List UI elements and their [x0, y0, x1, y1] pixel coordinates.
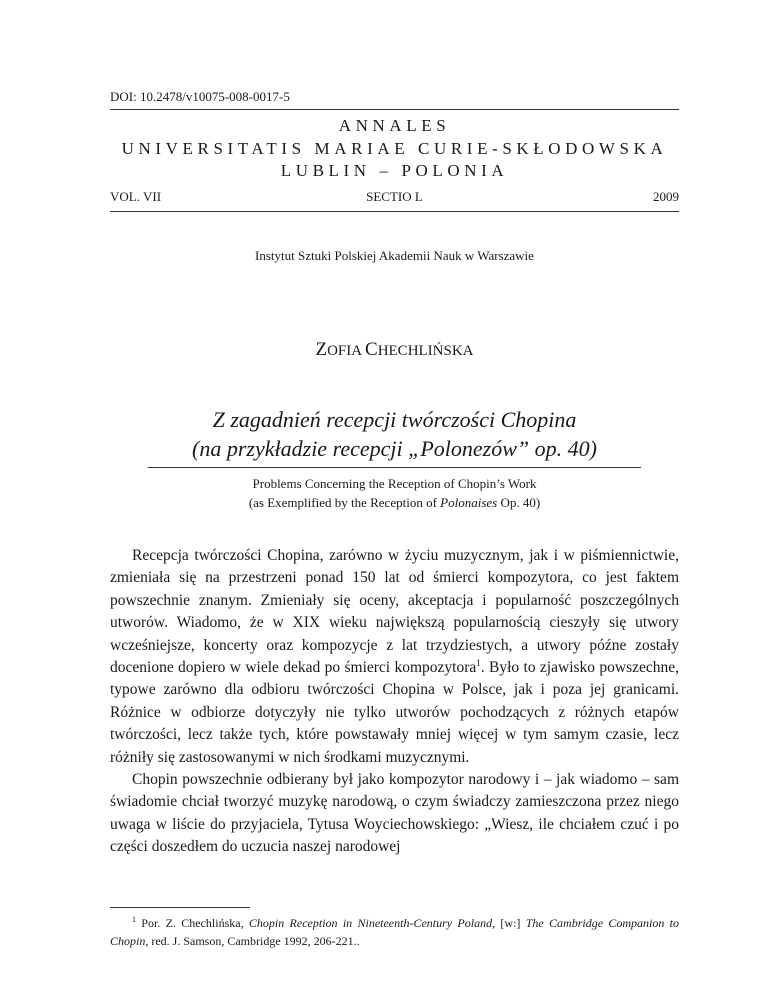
english-title-line-2: (as Exemplified by the Reception of Polonaises Op. 40) [248, 495, 541, 510]
header-top-rule [110, 109, 679, 110]
article-body [110, 545, 679, 859]
sectio-label: SECTIO L [366, 189, 423, 204]
english-title [110, 474, 679, 512]
volume-number: VOL. VII [110, 189, 162, 204]
article-title-line-2: (na przykładzie recepcji „Polonezów” op. 40) [192, 436, 597, 461]
english-title-line-1: Problems Concerning the Reception of Chopin’s Work [252, 476, 537, 491]
title-rule [148, 467, 641, 468]
masthead-city: LUBLIN – POLONIA [280, 161, 509, 180]
header-bottom-rule [110, 211, 679, 212]
footnote-ref-1[interactable]: 1 [476, 657, 481, 668]
article-title-line-1: Z zagadnień recepcji twórczości Chopina [212, 407, 577, 432]
body-paragraph-1: Recepcja twórczości Chopina, zarówno w życiu muzycznym, jak i w piśmiennictwie, zmieniała się na przestrzeni ponad 150 lat od śmierci kompozytora, co jest faktem powszechnie znanym. Zmieniały się oceny, akceptacja i popularność poszczególnych utworów. Wiadomo, że w XIX wieku największą popularnością cieszyły się utwory wcześniejsze, koncerty oraz kompozycje z lat trzydziestych, a utwory późne zostały docenione dopiero w wiele dekad po śmierci kompozytora$^1$. Było to zjawisko powszechne, typowe zarówno dla odbioru twórczości Chopina w Polsce, jak i poza jej granicami. Różnice w odbiorze dotyczyły nie tylko utworów pochodzących z różnych etapów twórczości, lecz także tych, które powstawały mniej więcej w tym samym czasie, lecz różniły się zastosowanymi w nich środkami muzycznymi. [110, 547, 680, 766]
author-name: ZOFIA CHECHLIŃSKA [315, 339, 474, 360]
article-title [110, 405, 679, 463]
masthead-university: UNIVERSITATIS MARIAE CURIE-SKŁODOWSKA [121, 139, 668, 158]
masthead-annales: ANNALES [338, 116, 451, 135]
footnote-1: $^1$ Por. Z. Chechlińska, Chopin Reception in Nineteenth-Century Poland, [w:] The Cambridge Companion to Chopin, red. J. Samson, Cambridge 1992, 206-221.. [110, 915, 680, 948]
author-affiliation: Instytut Sztuki Polskiej Akademii Nauk w Warszawie [255, 248, 534, 263]
publication-year: 2009 [653, 189, 679, 204]
doi: DOI: 10.2478/v10075-008-0017-5 [110, 89, 290, 104]
body-paragraph-2: Chopin powszechnie odbierany był jako kompozytor narodowy i – jak wiadomo – sam świadomie chciał tworzyć muzykę narodową, o czym świadczy zamieszczona przez niego uwaga w liście do przyjaciela, Tytusa Woyciechowskiego: „Wiesz, ile chciałem czuć i po części doszedłem do uczucia naszej narodowej [110, 771, 679, 856]
footnote-rule [110, 907, 250, 908]
